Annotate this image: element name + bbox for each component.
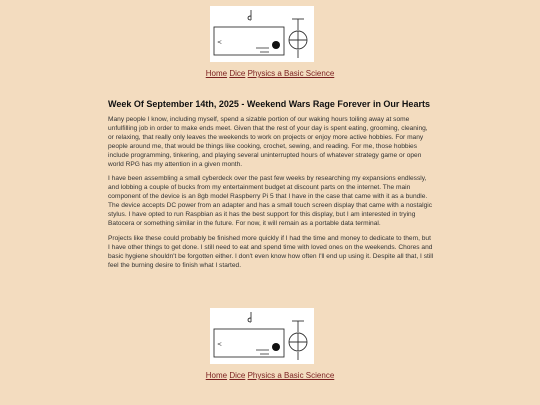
nav-dice-link-bottom[interactable]: Dice <box>229 371 246 380</box>
article-paragraph-1: Many people I know, including myself, spend a sizable portion of our waking hours toiling away at some unfulfilling job in order to make ends meet. Given that the rest of your day is spent eating, grooming, cleaning, or relaxing, that really only leaves the weekends to work on projects or enjoy more active hobbies. For many people around me, that would be things like cooking, crochet, sewing, and reading. For me, those hobbies include programming, tinkering, and playing several uninterrupted hours of whatever strategy game or open world RPG has my attention in a given month. <box>108 116 428 168</box>
d-glyph <box>248 10 251 20</box>
nav-physics-link[interactable]: Physics a Basic Science <box>247 69 335 78</box>
d-glyph <box>248 312 251 322</box>
nav-home-link[interactable]: Home <box>205 69 228 78</box>
site-logo-top[interactable] <box>210 6 314 62</box>
article-paragraph-3: Projects like these could probably be finished more quickly if I had the time and money to dedicate to them, but I have other things to get done. I still need to eat and spend time with loved ones on the weekends. Chores and basic hygiene shouldn't be forgotten either. I don't even know how often I'll end up using it. Despite all that, I still feel the burning desire to finish what I started. <box>108 234 434 269</box>
svg-text:<: < <box>217 341 223 348</box>
site-logo-bottom[interactable] <box>210 308 314 364</box>
nav-top <box>0 69 540 79</box>
article <box>108 99 434 277</box>
article-paragraph-2: I have been assembling a small cyberdeck over the past few weeks by researching my expansions endlessly, and lobbing a couple of bucks from my entertainment budget at discount parts on the internet. The main component of the device is an 8gb model Raspberry Pi 5 that I have in the case that came with it as a bundle. The device accepts DC power from an adapter and has a small touch screen display that came with a nostalgic stylus. I have opted to run Raspbian as it has the best support for this display, but I am interested in trying Batocera or something similar in the future. For now, it will remain as a portable data terminal. <box>108 175 432 227</box>
logo-drawing <box>210 6 314 62</box>
ball-icon <box>272 343 280 351</box>
box-diagram <box>214 27 284 55</box>
article-title: Week Of September 14th, 2025 - Weekend Wars Rage Forever in Our Hearts <box>108 99 430 109</box>
nav-dice-link[interactable]: Dice <box>229 69 246 78</box>
cross-circle-icon <box>289 31 307 49</box>
box-diagram <box>214 329 284 357</box>
ball-icon <box>272 41 280 49</box>
svg-text:<: < <box>217 39 223 46</box>
cross-circle-icon <box>289 333 307 351</box>
nav-bottom <box>0 371 540 381</box>
logo-drawing-bottom <box>210 308 314 364</box>
nav-home-link-bottom[interactable]: Home <box>205 371 228 380</box>
nav-physics-link-bottom[interactable]: Physics a Basic Science <box>247 371 335 380</box>
